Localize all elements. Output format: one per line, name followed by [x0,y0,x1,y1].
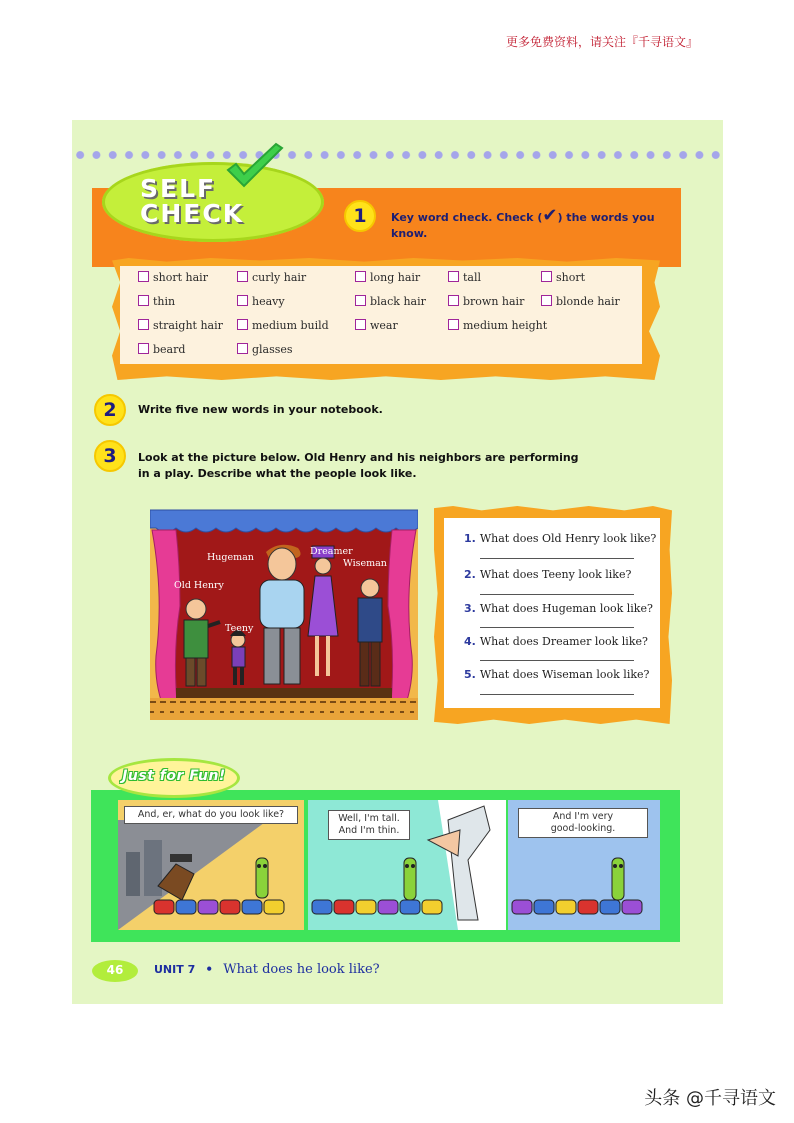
label-dreamer: Dreamer [310,546,353,557]
exercise3-instruction-line2: in a play. Describe what the people look like. [138,467,417,480]
word-label: beard [153,343,186,356]
question-number: 2. [464,568,476,581]
check-mark-icon: ✔ [542,205,558,226]
word-item[interactable] [541,295,620,308]
exercise2-instruction: Write five new words in your notebook. [138,403,383,416]
word-label: blonde hair [556,295,620,308]
speech-bubble-2 [328,810,410,840]
unit-footer [154,962,380,977]
question-number: 3. [464,602,476,615]
question-number: 5. [464,668,476,681]
answer-line[interactable] [480,627,634,628]
question-number: 1. [464,532,476,545]
word-label: straight hair [153,319,223,332]
word-item[interactable] [448,319,547,332]
comic-panel-1 [118,800,304,930]
unit-title: What does he look like? [223,962,380,977]
exercise1-instruction [391,205,671,242]
question-item [464,568,631,581]
checkbox[interactable] [138,271,149,282]
question-text: What does Dreamer look like? [479,635,648,648]
word-label: brown hair [463,295,525,308]
answer-line[interactable] [480,558,634,559]
exercise3-instruction-line1: Look at the picture below. Old Henry and his neighbors are performing [138,451,579,464]
checkbox[interactable] [138,319,149,330]
label-hugeman: Hugeman [207,552,254,563]
answer-line[interactable] [480,660,634,661]
word-item[interactable] [237,319,329,332]
textbook-page [72,120,723,1004]
word-item[interactable] [138,295,175,308]
questions-box [444,518,660,708]
word-item[interactable] [138,319,223,332]
question-text: What does Wiseman look like? [479,668,650,681]
question-number: 4. [464,635,476,648]
label-teeny: Teeny [225,623,254,634]
unit-label: UNIT 7 [154,963,196,976]
label-old-henry: Old Henry [174,580,224,591]
word-item[interactable] [237,295,285,308]
checkbox[interactable] [138,343,149,354]
question-text: What does Old Henry look like? [479,532,657,545]
word-label: short [556,271,586,284]
question-item [464,602,653,615]
exercise2-number: 2 [94,394,126,426]
word-label: heavy [252,295,285,308]
speech-bubble-3-line2: good-looking. [550,823,616,834]
word-item[interactable] [355,319,398,332]
comic-panel-3 [508,800,660,930]
header-note: 更多免费资料，请关注『千寻语文』 [505,35,698,49]
question-text: What does Hugeman look like? [479,602,653,615]
question-item [464,668,649,681]
exercise1-instruction-part1: Key word check. Check ( [391,211,543,224]
word-item[interactable] [138,343,185,356]
speech-bubble-3 [518,808,648,838]
speech-bubble-3-line1: And I'm very [552,811,614,822]
word-item[interactable] [237,343,293,356]
comic-panel-2 [308,800,506,930]
exercise3-instruction [138,450,579,482]
stage-illustration [150,506,418,721]
stage-valance [150,510,418,532]
checkbox[interactable] [448,319,459,330]
big-check-icon [224,142,286,194]
word-item[interactable] [138,271,208,284]
question-text: What does Teeny look like? [479,568,632,581]
checkbox[interactable] [448,271,459,282]
answer-line[interactable] [480,594,634,595]
watermark: 头条 @千寻语文 [644,1088,776,1109]
checkbox[interactable] [355,295,366,306]
word-label: long hair [370,271,421,284]
word-label: black hair [370,295,426,308]
checkbox[interactable] [237,343,248,354]
self-check-title-line1: SELF [140,174,217,203]
word-item[interactable] [237,271,306,284]
stage-floor [176,688,392,698]
just-for-fun-label: Just for Fun! [122,768,226,784]
checkbox[interactable] [138,295,149,306]
word-item[interactable] [448,295,524,308]
dotted-divider [72,150,723,160]
word-label: wear [370,319,398,332]
answer-line[interactable] [480,694,634,695]
exercise3-number: 3 [94,440,126,472]
label-wiseman: Wiseman [343,558,387,569]
checkbox[interactable] [237,271,248,282]
word-label: medium build [252,319,329,332]
word-label: tall [463,271,482,284]
checkbox[interactable] [237,295,248,306]
page-number: 46 [106,963,124,977]
checkbox[interactable] [355,319,366,330]
word-item[interactable] [448,271,481,284]
word-check-box [120,266,642,364]
speech-bubble-1: And, er, what do you look like? [124,806,298,824]
speech-bubble-2-line2: And I'm thin. [338,825,400,836]
checkbox[interactable] [541,295,552,306]
speech-bubble-2-line1: Well, I'm tall. [338,813,400,824]
word-label: thin [153,295,176,308]
self-check-title-line2: CHECK [140,199,245,228]
checkbox[interactable] [237,319,248,330]
word-label: glasses [252,343,293,356]
checkbox[interactable] [541,271,552,282]
footer-separator: • [205,962,214,976]
question-item [464,635,648,648]
checkbox[interactable] [355,271,366,282]
checkbox[interactable] [448,295,459,306]
word-label: curly hair [252,271,307,284]
word-label: medium height [463,319,548,332]
exercise1-instruction-part2: ) the words you know. [391,211,655,240]
word-item[interactable] [541,271,585,284]
word-item[interactable] [355,295,426,308]
question-item [464,532,656,545]
word-item[interactable] [355,271,420,284]
word-label: short hair [153,271,208,284]
exercise1-number: 1 [344,200,376,232]
